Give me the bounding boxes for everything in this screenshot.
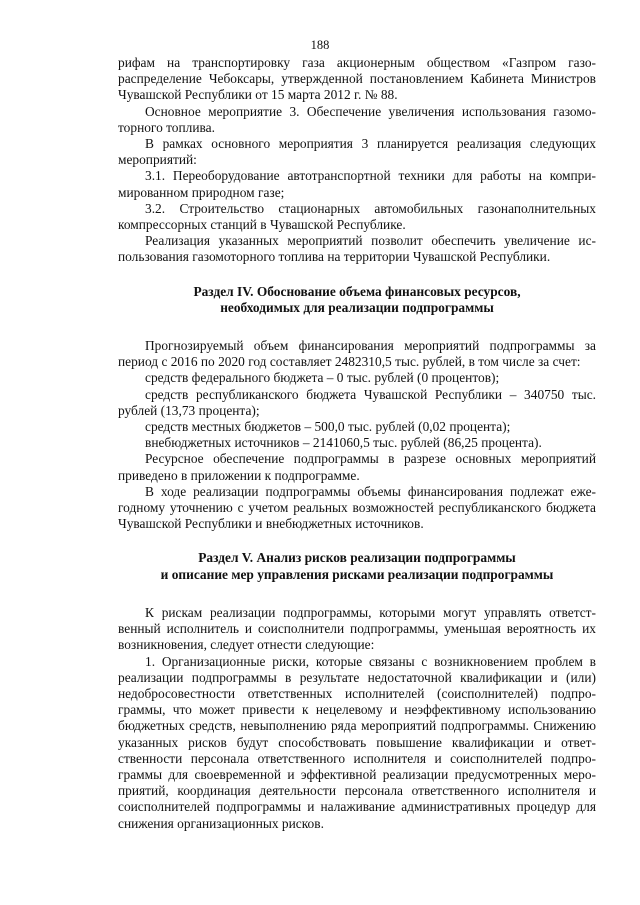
paragraph-item-3-1: 3.1. Переоборудование автотранспортной техники для работы на компримированном природном газе; — [118, 168, 596, 200]
paragraph-organizational-risks: 1. Организационные риски, которые связаны с возникновением проблем в реализации подпрограммы в результате недостаточной квалификации и (или) недобросовестности ответственных исполнителей (соисполнителей) подпрограммы, что может привести к нецелевому и неэффективному использованию бюджетных средств, невыполнению ряда мероприятий подпрограммы. Снижению указанных рисков будут способствовать повышение квалификации и ответственности персонала ответственного исполнителя и соисполнителей подпрограммы для своевременной и эффективной реализации предусмотренных мероприятий, координация деятельности персонала ответственного исполнителя и соисполнителей подпрограммы и налаживание административных процедур для снижения организационных рисков. — [118, 653, 596, 831]
paragraph-financing-extrabudgetary: внебюджетных источников – 2141060,5 тыс. рублей (86,25 процента). — [145, 435, 542, 451]
paragraph-main-measure-3: Основное мероприятие 3. Обеспечение увеличения использования газомоторного топлива. — [118, 103, 596, 135]
section-4-title — [118, 284, 596, 316]
paragraph-financing-total: Прогнозируемый объем финансирования мероприятий подпрограммы за период с 2016 по 2020 год составляет 2482310,5 тыс. рублей, в том числе за счет: — [118, 338, 596, 370]
paragraph-item-3-2: 3.2. Строительство стационарных автомобильных газонаполнительных компрессорных станций в Чувашской Республике. — [118, 200, 596, 233]
paragraph-continuation: рифам на транспортировку газа акционерным обществом «Газпром газораспределение Чебоксары, утвержденной постановлением Кабинета Министров Чувашской Республики от 15 марта 2012 г. № 88. — [118, 55, 596, 103]
paragraph-resource-support: Ресурсное обеспечение подпрограммы в разрезе основных мероприятий приведено в приложении к подпрограмме. — [118, 451, 596, 483]
paragraph-financing-republican: средств республиканского бюджета Чувашской Республики – 340750 тыс. рублей (13,73 процента); — [118, 386, 596, 418]
section-5-title-line-2: и описание мер управления рисками реализации подпрограммы — [160, 566, 554, 582]
paragraph-annual-adjustment: В ходе реализации подпрограммы объемы финансирования подлежат ежегодному уточнению с учетом реальных возможностей республиканского бюджета Чувашской Республики и внебюджетных источников. — [118, 483, 596, 532]
paragraph-measure-3-intro: В рамках основного мероприятия 3 планируется реализация следующих мероприятий: — [118, 136, 596, 168]
section-4-title-line-1: Раздел IV. Обоснование объема финансовых ресурсов, — [193, 283, 521, 299]
page-number: 188 — [310, 38, 330, 52]
section-5-title-line-1: Раздел V. Анализ рисков реализации подпрограммы — [198, 550, 516, 566]
paragraph-measure-3-result: Реализация указанных мероприятий позволит обеспечить увеличение использования газомоторного топлива на территории Чувашской Республики. — [118, 233, 596, 265]
section-5-title — [118, 550, 596, 582]
paragraph-risks-intro: К рискам реализации подпрограммы, которыми могут управлять ответственный исполнитель и соисполнители подпрограммы, уменьшая вероятность их возникновения, следует отнести следующие: — [118, 604, 596, 653]
paragraph-financing-federal: средств федерального бюджета – 0 тыс. рублей (0 процентов); — [145, 370, 500, 386]
paragraph-financing-local: средств местных бюджетов – 500,0 тыс. рублей (0,02 процента); — [145, 419, 511, 435]
section-4-title-line-2: необходимых для реализации подпрограммы — [220, 299, 494, 315]
document-body — [118, 55, 596, 832]
